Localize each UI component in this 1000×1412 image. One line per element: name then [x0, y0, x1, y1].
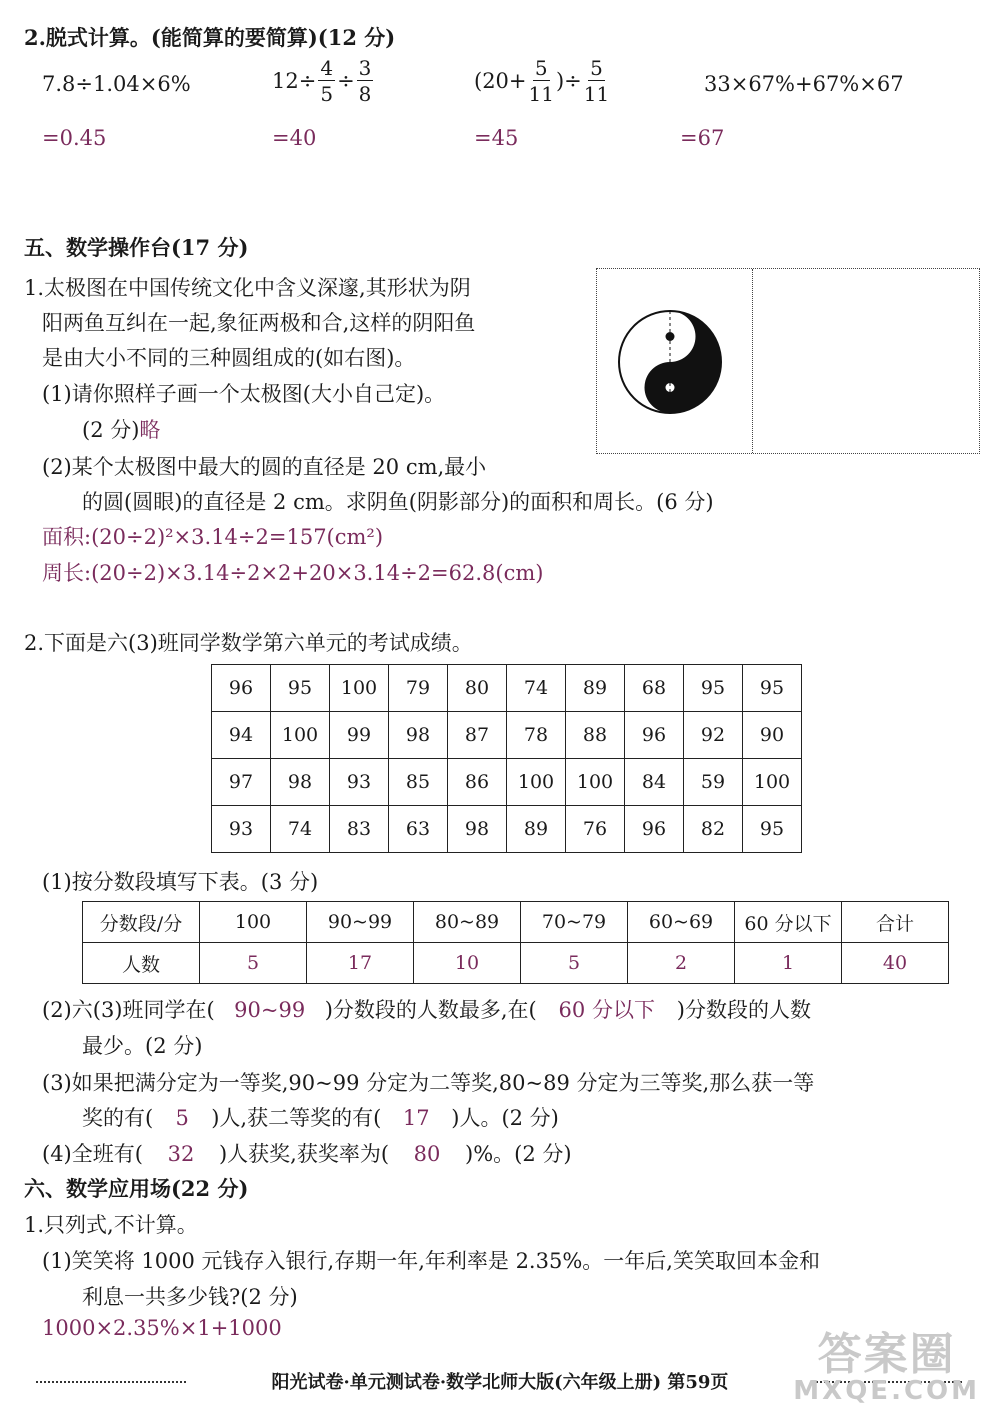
- band-header-cell: 合计: [842, 902, 949, 943]
- sec6-q1-title: 1.只列式,不计算。: [24, 1213, 198, 1237]
- watermark-logo: [793, 1318, 980, 1406]
- sub2-text-c: )分数段的人数: [676, 998, 811, 1022]
- watermark-small: MXQE.COM: [793, 1376, 980, 1406]
- calc-answer-2: =40: [272, 126, 317, 150]
- calc-problem-2-pre: 12÷: [272, 69, 317, 93]
- score-cell: 94: [212, 712, 271, 759]
- band-sub2-line1: [42, 994, 811, 1024]
- band-table: [82, 901, 949, 984]
- band-row-label: 人数: [83, 943, 200, 984]
- taiji-drawing-box: [596, 268, 980, 454]
- score-cell: 96: [212, 665, 271, 712]
- sub3-text-a: 奖的有(: [82, 1106, 154, 1130]
- score-cell: 98: [271, 759, 330, 806]
- score-cell: 93: [212, 806, 271, 853]
- area-answer: (20÷2)²×3.14÷2=157(cm²): [91, 525, 384, 549]
- perimeter-answer: (20÷2)×3.14÷2×2+20×3.14÷2=62.8(cm): [91, 561, 544, 585]
- taiji-desc-line1: 1.太极图在中国传统文化中含义深邃,其形状为阴: [24, 276, 471, 300]
- fraction: $\frac{5}{11}$: [528, 56, 554, 106]
- band-header-cell: 70~79: [521, 902, 628, 943]
- score-cell: 97: [212, 759, 271, 806]
- score-cell: 100: [743, 759, 802, 806]
- band-sub2-line2: 最少。(2 分): [82, 1034, 203, 1058]
- sub2-text-a: (2)六(3)班同学在(: [42, 998, 215, 1022]
- score-cell: 93: [330, 759, 389, 806]
- band-count-cell: 2: [628, 943, 735, 984]
- calc-problem-2-mid: ÷: [337, 69, 355, 93]
- calc-problem-3-pre: (20+: [474, 69, 527, 93]
- score-cell: 68: [625, 665, 684, 712]
- score-cell: 89: [507, 806, 566, 853]
- band-header-row: [83, 902, 949, 943]
- score-cell: 74: [271, 806, 330, 853]
- sub2-text-b: )分数段的人数最多,在(: [324, 998, 537, 1022]
- area-answer-line: [42, 521, 383, 551]
- score-cell: 100: [271, 712, 330, 759]
- calc-problem-1-expr: 7.8÷1.04×6%: [42, 72, 191, 96]
- band-header-cell: 90~99: [307, 902, 414, 943]
- calc-question-title: 2.脱式计算。(能简算的要简算)(12 分): [24, 25, 396, 50]
- band-count-cell: 40: [842, 943, 949, 984]
- watermark-big: 答案圈: [817, 1329, 956, 1380]
- sub2-answer-1: 90~99: [234, 998, 306, 1022]
- band-sub4: [42, 1138, 572, 1168]
- band-header-cell: 60 分以下: [735, 902, 842, 943]
- score-cell: 100: [566, 759, 625, 806]
- section-6-title: 六、数学应用场(22 分): [24, 1176, 249, 1201]
- taiji-sub1-answer: 略: [139, 418, 161, 442]
- taiji-sub2-line2: 的圆(圆眼)的直径是 2 cm。求阴鱼(阴影部分)的面积和周长。(6 分): [82, 490, 714, 514]
- perimeter-answer-line: [42, 557, 543, 587]
- calc-problem-3: [474, 58, 611, 104]
- score-cell: 89: [566, 665, 625, 712]
- band-count-row: [83, 943, 949, 984]
- taiji-desc-line2: 阳两鱼互纠在一起,象征两极和合,这样的阴阳鱼: [42, 311, 476, 335]
- calc-problem-1: [42, 72, 191, 96]
- sub4-text-c: )%。(2 分): [465, 1142, 572, 1166]
- sub3-text-b: )人,获二等奖的有(: [211, 1106, 382, 1130]
- score-cell: 83: [330, 806, 389, 853]
- calc-problem-4: [704, 72, 904, 96]
- band-count-cell: 10: [414, 943, 521, 984]
- sub3-answer-2: 17: [402, 1106, 430, 1130]
- taiji-desc-line3: 是由大小不同的三种圆组成的(如右图)。: [42, 346, 416, 370]
- taiji-sub1-score: [82, 414, 160, 444]
- score-cell: 86: [448, 759, 507, 806]
- table-row: [212, 759, 802, 806]
- taiji-sub1-line1: (1)请你照样子画一个太极图(大小自己定)。: [42, 382, 446, 406]
- score-cell: 98: [389, 712, 448, 759]
- score-cell: 95: [743, 665, 802, 712]
- score-cell: 95: [743, 806, 802, 853]
- score-cell: 95: [271, 665, 330, 712]
- band-count-cell: 5: [200, 943, 307, 984]
- sec6-sub1-line2: 利息一共多少钱?(2 分): [82, 1285, 298, 1309]
- perimeter-label: 周长:: [42, 561, 92, 585]
- score-cell: 79: [389, 665, 448, 712]
- sec6-sub1-answer: 1000×2.35%×1+1000: [42, 1316, 282, 1340]
- score-cell: 85: [389, 759, 448, 806]
- score-cell: 63: [389, 806, 448, 853]
- band-header-cell: 100: [200, 902, 307, 943]
- taiji-icon: [617, 309, 723, 415]
- score-cell: 96: [625, 712, 684, 759]
- scores-question-title: 2.下面是六(3)班同学数学第六单元的考试成绩。: [24, 631, 473, 655]
- band-header-cell: 60~69: [628, 902, 735, 943]
- score-cell: 96: [625, 806, 684, 853]
- score-cell: 98: [448, 806, 507, 853]
- band-header-cell: 分数段/分: [83, 902, 200, 943]
- sub3-answer-1: 5: [175, 1106, 189, 1130]
- sub2-answer-2: 60 分以下: [558, 998, 655, 1022]
- taiji-sub2-line1: (2)某个太极图中最大的圆的直径是 20 cm,最小: [42, 455, 487, 479]
- score-cell: 84: [625, 759, 684, 806]
- sub4-answer-2: 80: [413, 1142, 441, 1166]
- drawing-box-divider: [752, 269, 753, 453]
- taiji-sub1-score-text: (2 分): [82, 418, 140, 442]
- score-cell: 88: [566, 712, 625, 759]
- band-sub1: (1)按分数段填写下表。(3 分): [42, 870, 319, 894]
- band-count-cell: 17: [307, 943, 414, 984]
- scores-table: [211, 664, 802, 853]
- band-count-cell: 5: [521, 943, 628, 984]
- table-row: [212, 806, 802, 853]
- sub3-text-c: )人。(2 分): [451, 1106, 559, 1130]
- footer-text: 阳光试卷·单元测试卷·数学北师大版(六年级上册) 第59页: [271, 1372, 729, 1393]
- score-cell: 74: [507, 665, 566, 712]
- score-cell: 100: [507, 759, 566, 806]
- band-count-cell: 1: [735, 943, 842, 984]
- calc-problem-2: [272, 58, 375, 104]
- calc-answer-3: =45: [474, 126, 519, 150]
- score-cell: 99: [330, 712, 389, 759]
- table-row: [212, 665, 802, 712]
- score-cell: 95: [684, 665, 743, 712]
- score-cell: 82: [684, 806, 743, 853]
- fraction: $\frac{4}{5}$: [320, 56, 334, 106]
- score-cell: 80: [448, 665, 507, 712]
- band-header-cell: 80~89: [414, 902, 521, 943]
- score-cell: 59: [684, 759, 743, 806]
- calc-problem-3-mid: )÷: [555, 69, 582, 93]
- sec6-sub1-line1: (1)笑笑将 1000 元钱存入银行,存期一年,年利率是 2.35%。一年后,笑笑取回本金和: [42, 1249, 820, 1273]
- calc-answer-1: =0.45: [42, 126, 107, 150]
- score-cell: 76: [566, 806, 625, 853]
- fraction: $\frac{5}{11}$: [583, 56, 610, 106]
- score-cell: 92: [684, 712, 743, 759]
- sub4-text-b: )人获奖,获奖率为(: [218, 1142, 390, 1166]
- score-cell: 78: [507, 712, 566, 759]
- band-sub3-line2: [82, 1102, 559, 1132]
- area-label: 面积:: [42, 525, 92, 549]
- band-sub3-line1: (3)如果把满分定为一等奖,90~99 分定为二等奖,80~89 分定为三等奖,那么获一等: [42, 1071, 815, 1095]
- table-row: [212, 712, 802, 759]
- section-5-title: 五、数学操作台(17 分): [24, 235, 249, 260]
- calc-problem-4-expr: 33×67%+67%×67: [704, 72, 904, 96]
- score-cell: 90: [743, 712, 802, 759]
- sub4-answer-1: 32: [167, 1142, 195, 1166]
- sub4-text-a: (4)全班有(: [42, 1142, 143, 1166]
- score-cell: 100: [330, 665, 389, 712]
- calc-answer-4: =67: [680, 126, 725, 150]
- score-cell: 87: [448, 712, 507, 759]
- fraction: $\frac{3}{8}$: [358, 56, 372, 106]
